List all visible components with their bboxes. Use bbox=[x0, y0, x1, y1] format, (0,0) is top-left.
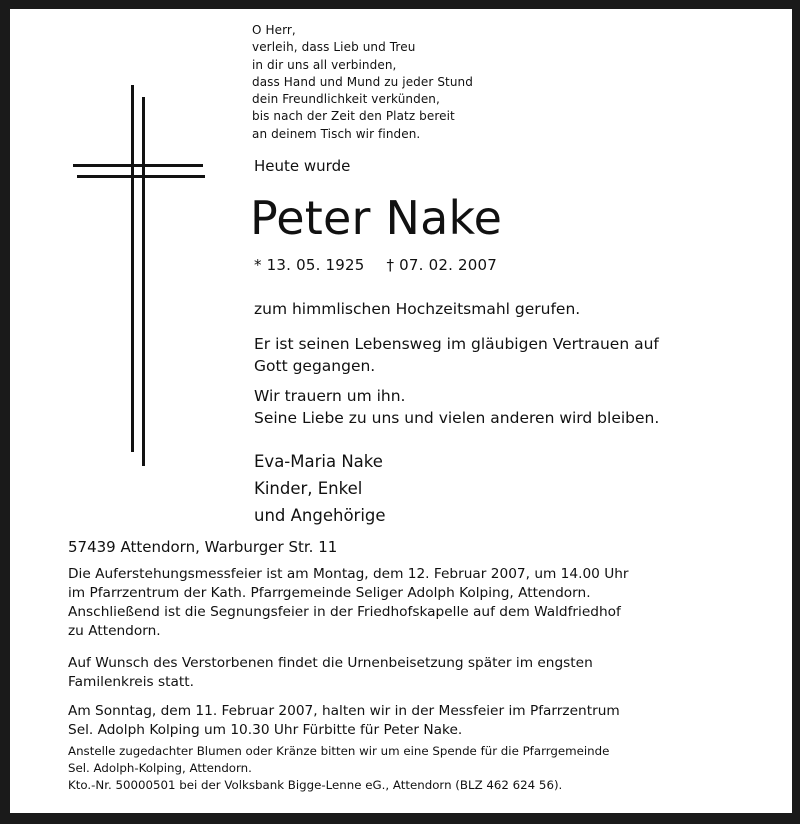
faith-line: Gott gegangen. bbox=[254, 357, 376, 375]
intro-text: Heute wurde bbox=[254, 157, 351, 175]
notice-line: zu Attendorn. bbox=[68, 623, 161, 639]
notice-line: Sel. Adolph-Kolping, Attendorn. bbox=[68, 761, 252, 775]
verse-line: an deinem Tisch wir finden. bbox=[252, 126, 421, 141]
notice-line: Anschließend ist die Segnungsfeier in der Friedhofskapelle auf dem Waldfriedhof bbox=[68, 604, 621, 620]
notice-line: Anstelle zugedachter Blumen oder Kränze bitten wir um eine Spende für die Pfarrgemeinde bbox=[68, 744, 610, 758]
mourning-line: Seine Liebe zu uns und vielen anderen wird bleiben. bbox=[254, 409, 660, 427]
service-notice bbox=[68, 565, 629, 641]
verse-line: bis nach der Zeit den Platz bereit bbox=[252, 109, 455, 124]
birth-date: * 13. 05. 1925 bbox=[254, 256, 365, 274]
signer: und Angehörige bbox=[254, 506, 386, 525]
address: 57439 Attendorn, Warburger Str. 11 bbox=[68, 538, 338, 556]
faith-line: Er ist seinen Lebensweg im gläubigen Vertrauen auf bbox=[254, 335, 659, 353]
verse-line: in dir uns all verbinden, bbox=[252, 57, 397, 72]
mourning-text bbox=[254, 385, 659, 429]
notice-line: Kto.-Nr. 50000501 bei der Volksbank Bigge-Lenne eG., Attendorn (BLZ 462 624 56). bbox=[68, 778, 563, 792]
called-text: zum himmlischen Hochzeitsmahl gerufen. bbox=[254, 300, 581, 318]
verse bbox=[252, 22, 473, 143]
notice-line: Auf Wunsch des Verstorbenen findet die Urnenbeisetzung später im engsten bbox=[68, 655, 593, 671]
verse-line: O Herr, bbox=[252, 23, 296, 37]
verse-line: dein Freundlichkeit verkünden, bbox=[252, 92, 440, 107]
notice-line: Die Auferstehungsmessfeier ist am Montag, dem 12. Februar 2007, um 14.00 Uhr bbox=[68, 566, 629, 582]
verse-line: dass Hand und Mund zu jeder Stund bbox=[252, 74, 473, 89]
death-date: † 07. 02. 2007 bbox=[386, 256, 497, 274]
donation-notice bbox=[68, 743, 609, 794]
signer: Eva-Maria Nake bbox=[254, 452, 383, 471]
notice-line: Am Sonntag, dem 11. Februar 2007, halten wir in der Messfeier im Pfarrzentrum bbox=[68, 703, 620, 719]
faith-text bbox=[254, 333, 659, 377]
mourning-line: Wir trauern um ihn. bbox=[254, 387, 406, 405]
deceased-name: Peter Nake bbox=[250, 191, 503, 245]
notice-line: im Pfarrzentrum der Kath. Pfarrgemeinde Seliger Adolph Kolping, Attendorn. bbox=[68, 585, 591, 601]
signers bbox=[254, 448, 386, 529]
notice-line: Sel. Adolph Kolping um 10.30 Uhr Fürbitte für Peter Nake. bbox=[68, 722, 463, 738]
life-dates bbox=[254, 256, 497, 274]
signer: Kinder, Enkel bbox=[254, 479, 363, 498]
prayer-notice bbox=[68, 702, 620, 740]
notice-line: Familenkreis statt. bbox=[68, 674, 194, 690]
verse-line: verleih, dass Lieb und Treu bbox=[252, 40, 416, 55]
burial-notice bbox=[68, 654, 593, 692]
